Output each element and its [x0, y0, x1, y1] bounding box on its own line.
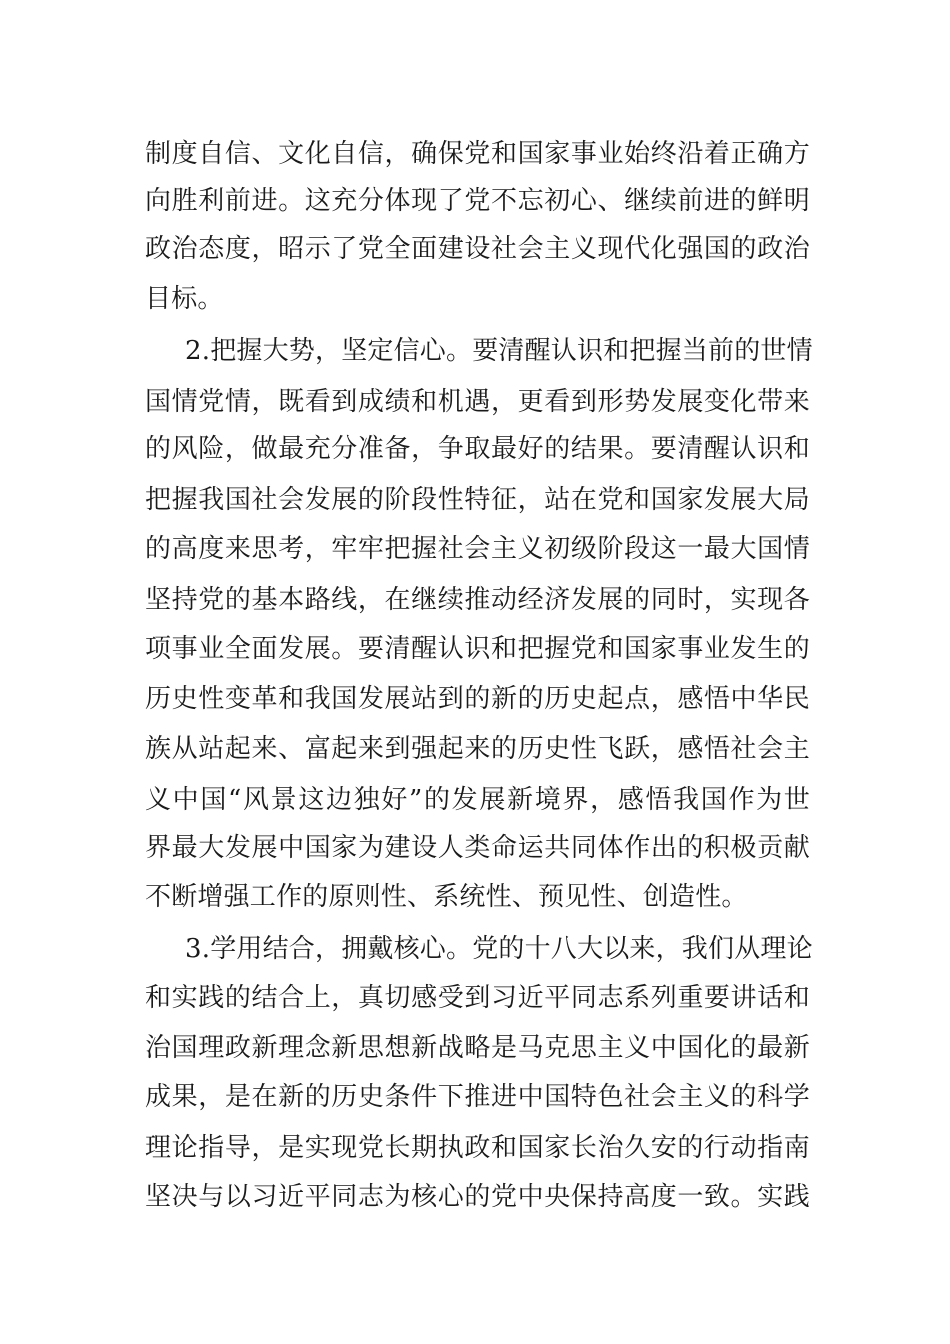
text-line: 坚决与以习近平同志为核心的党中央保持高度一致。实践	[145, 1182, 810, 1212]
text-line: 把握我国社会发展的阶段性特征，站在党和国家发展大局	[145, 485, 810, 515]
text-line: 目标。	[145, 284, 224, 314]
text-line: 的风险，做最充分准备，争取最好的结果。要清醒认识和	[145, 434, 810, 464]
text-line: 治国理政新理念新思想新战略是马克思主义中国化的最新	[145, 1033, 810, 1063]
paragraph-heading-line: 2.把握大势，坚定信心。要清醒认识和把握当前的世情	[185, 336, 813, 366]
text-line: 向胜利前进。这充分体现了党不忘初心、继续前进的鲜明	[145, 186, 810, 216]
text-line: 界最大发展中国家为建设人类命运共同体作出的积极贡献	[145, 833, 810, 863]
text-line: 的高度来思考，牢牢把握社会主义初级阶段这一最大国情	[145, 534, 810, 564]
text-line: 理论指导，是实现党长期执政和国家长治久安的行动指南	[145, 1133, 810, 1163]
text-line: 成果，是在新的历史条件下推进中国特色社会主义的科学	[145, 1082, 810, 1112]
text-line: 族从站起来、富起来到强起来的历史性飞跃，感悟社会主	[145, 734, 810, 764]
text-line: 不断增强工作的原则性、系统性、预见性、创造性。	[145, 882, 748, 912]
text-line: 义中国“风景这边独好”的发展新境界，感悟我国作为世	[145, 785, 810, 815]
text-line: 历史性变革和我国发展站到的新的历史起点，感悟中华民	[145, 684, 810, 714]
text-line: 和实践的结合上，真切感受到习近平同志系列重要讲话和	[145, 983, 810, 1013]
paragraph-heading-line: 3.学用结合，拥戴核心。党的十八大以来，我们从理论	[185, 934, 813, 964]
text-line: 项事业全面发展。要清醒认识和把握党和国家事业发生的	[145, 634, 810, 664]
text-line: 政治态度，昭示了党全面建设社会主义现代化强国的政治	[145, 234, 810, 264]
text-line: 制度自信、文化自信，确保党和国家事业始终沿着正确方	[145, 139, 810, 169]
text-line: 国情党情，既看到成绩和机遇，更看到形势发展变化带来	[145, 387, 810, 417]
text-line: 坚持党的基本路线，在继续推动经济发展的同时，实现各	[145, 585, 810, 615]
